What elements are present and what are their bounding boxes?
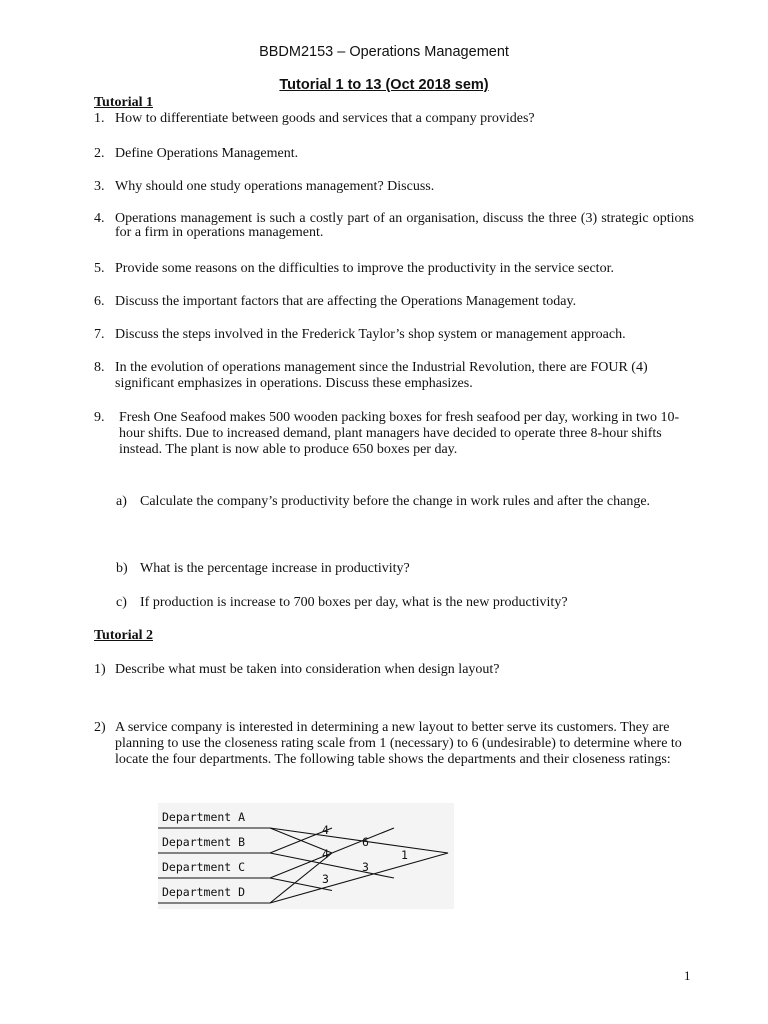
question-text: Fresh One Seafood makes 500 wooden packing boxes for fresh seafood per day, working in two 10-hour shifts. Due to increased demand, plant managers have decided to operate three 8-hour shifts instead. The plant is now able to produce 650 boxes per day.: [119, 410, 680, 457]
tutorial-2-heading: Tutorial 2: [94, 628, 153, 643]
question-item: [94, 327, 694, 343]
subquestion-label: a): [116, 494, 127, 509]
question-number: 8.: [94, 360, 105, 375]
department-d-label: Department D: [162, 885, 246, 899]
question-number: 2.: [94, 146, 105, 161]
question-item: [94, 720, 694, 768]
subquestion-text: Calculate the company’s productivity before the change in work rules and after the change.: [140, 494, 651, 509]
rating-a-d: 1: [401, 848, 408, 862]
rating-a-c: 6: [362, 835, 369, 849]
question-number: 1.: [94, 111, 105, 126]
question-text: Define Operations Management.: [115, 146, 299, 161]
rating-c-d: 3: [322, 872, 329, 886]
question-text: How to differentiate between goods and services that a company provides?: [115, 111, 535, 126]
question-text: A service company is interested in determining a new layout to better serve its customers. They are planning to use the closeness rating scale from 1 (necessary) to 6 (undesirable) to determine where to locate the four departments. The following table shows the departments and their closeness ratings:: [115, 720, 682, 767]
rating-b-c: 4: [322, 847, 329, 861]
question-text: Discuss the steps involved in the Frederick Taylor’s shop system or management approach.: [115, 327, 626, 342]
question-number: 6.: [94, 294, 105, 309]
question-text: Provide some reasons on the difficulties to improve the productivity in the service sector.: [115, 261, 614, 276]
rating-b-d: 3: [362, 860, 369, 874]
page-number: 1: [684, 968, 691, 983]
question-text: In the evolution of operations management since the Industrial Revolution, there are FOUR (4) significant emphasizes in operations. Discuss these emphasizes.: [115, 360, 648, 391]
question-text: Discuss the important factors that are affecting the Operations Management today.: [115, 294, 577, 309]
tutorial-1-heading: Tutorial 1: [94, 95, 153, 110]
rating-a-b: 4: [322, 823, 329, 837]
question-item: [94, 410, 694, 458]
question-text: Operations management is such a costly part of an organisation, discuss the three (3) strategic options for a firm in operations management.: [115, 211, 694, 240]
question-number: 5.: [94, 261, 105, 276]
subquestion-item: [116, 595, 676, 611]
subquestion-text: What is the percentage increase in productivity?: [140, 561, 410, 576]
subquestion-label: c): [116, 595, 127, 610]
question-item: [94, 212, 694, 240]
question-number: 9.: [94, 410, 105, 425]
subquestion-text: If production is increase to 700 boxes per day, what is the new productivity?: [140, 595, 568, 610]
question-text: Describe what must be taken into consideration when design layout?: [115, 662, 500, 677]
question-number: 7.: [94, 327, 105, 342]
department-b-label: Department B: [162, 835, 246, 849]
question-text: Why should one study operations management? Discuss.: [115, 179, 435, 194]
question-item: [94, 294, 694, 310]
question-item: [94, 111, 694, 127]
question-item: [94, 261, 694, 277]
question-number: 4.: [94, 211, 105, 226]
question-number: 1): [94, 662, 106, 677]
question-item: [94, 662, 694, 678]
subquestion-item: [116, 494, 676, 510]
question-item: [94, 360, 694, 392]
question-item: [94, 179, 694, 195]
department-a-label: Department A: [162, 810, 246, 824]
subquestion-item: [116, 561, 676, 577]
question-number: 2): [94, 720, 106, 735]
document-title: Tutorial 1 to 13 (Oct 2018 sem): [279, 77, 489, 93]
question-number: 3.: [94, 179, 105, 194]
subquestion-label: b): [116, 561, 128, 576]
department-c-label: Department C: [162, 860, 246, 874]
question-item: [94, 146, 694, 162]
course-title: BBDM2153 – Operations Management: [259, 44, 509, 60]
closeness-rating-diagram: [158, 803, 454, 909]
